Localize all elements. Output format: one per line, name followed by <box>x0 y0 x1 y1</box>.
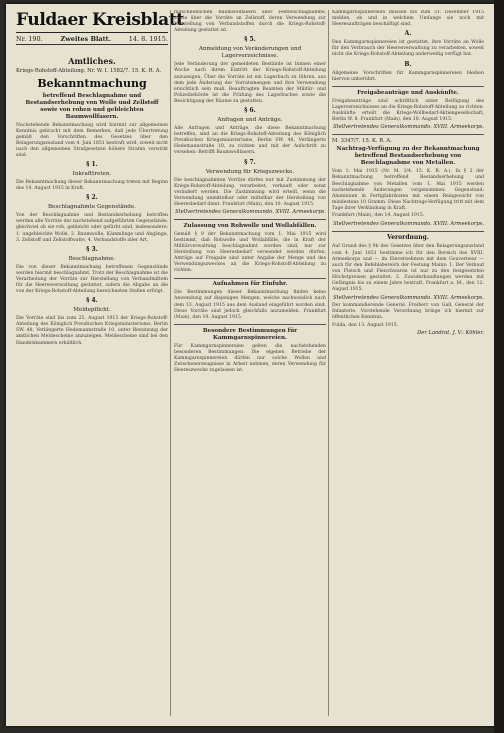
notice-heading: Aufnahmen für Einfuhr. <box>212 281 288 288</box>
paragraph-number: § 6. <box>244 107 256 115</box>
column-1 <box>16 54 168 716</box>
paragraph-number: § 2. <box>86 194 98 202</box>
notice-heading: Besondere Bestimmungen für Kammgarnspinnereien. <box>202 327 298 341</box>
paragraph: Der kommandierende General. Freiherr von Gall, General der Infanterie. Vorstehende Verordnung bringe ich hiermit zur öffentlichen Kenntnis. <box>332 302 484 320</box>
list-marker: B. <box>404 60 412 68</box>
issue-date: 14. 8. 1915. <box>128 35 168 43</box>
divider <box>174 219 326 220</box>
column-rule-2 <box>328 10 329 716</box>
paragraph-heading: Meldepflicht. <box>73 307 111 314</box>
paragraph: Freigabeanträge sind schriftlich unter Beifügung des Lagerverzeichnisses an die Kriegs-Rohstoff-Abteilung zu richten. Auskünfte erteilt die Kriegs-Wollbedarf-Aktiengesellschaft, Berlin W. 8. Frankfurt (Main), den 10. August 1915. <box>332 98 484 122</box>
date-line: Fulda, den 13. August 1915. <box>332 322 399 328</box>
paragraph-number: § 1. <box>86 161 98 169</box>
paragraph-number: § 3. <box>86 245 98 253</box>
date-line: Frankfurt (Main), den 14. August 1915. <box>332 213 425 219</box>
paragraph: Nachstehende Bekanntmachung wird hiermit zur allgemeinen Kenntnis gebracht mit dem Bemerken, daß jede Übertretung gemäß den Vorschriften des Gesetzes über den Belagerungszustand vom 4. Juni 1851 bestraft wird, soweit nicht nach den allgemeinen Strafgesetzen höhere Strafen verwirkt sind. <box>16 122 168 158</box>
paragraph-heading: Inkrafttreten. <box>72 171 112 178</box>
masthead-block <box>16 10 184 45</box>
masthead-title: Fuldaer Kreisblatt <box>16 10 168 33</box>
paragraph: Auf Grund des § 9b des Gesetzes über den Belagerungszustand vom 4. Juni 1851 bestimme ich für den Bereich des XVIII. Armeekorps und — im Einvernehmen mit dem Gouverneur — auch für den Befehlsbereich der Festung Mainz: 1. Der Verkauf von Fleisch und Fleischwaren ist nur zu den festgesetzten Höchstpreisen gestattet. 2. Zuwiderhandlungen werden mit Gefängnis bis zu einem Jahre bestraft. Frankfurt a. M., den 12. August 1915. <box>332 244 484 293</box>
notice-heading: Zulassung von Rohwolle und Wollabfällen. <box>183 222 317 229</box>
reference-line: M. 3347/7. 15. K. R. A. <box>332 137 392 144</box>
paragraph: Die Bestimmungen dieser Bekanntmachung finden keine Anwendung auf diejenigen Mengen, welche nachweislich nach dem 13. August 1915 aus dem Ausland eingeführt worden sind. Diese Vorräte sind jedoch gleichfalls anzumelden. Frankfurt (Main), den 10. August 1915. <box>174 290 326 320</box>
paragraph: Von der Beschlagnahme und Bestandserhebung betroffen werden alle Vorräte der nachstehend aufgeführten Gegenstände, gleichviel ob sie roh, gebleicht oder gefärbt sind, insbesondere: 1. ungebleichte Wolle, 2. Baumwolle, Kämmlinge und Abgänge, 3. Zellstoff und Zellstoffwatte, 4. Verbandstoffe aller Art. <box>16 213 168 243</box>
paragraph: Kammgarnspinnereien müssen bis zum 31. Dezember 1915 melden, ob und in welchem Umfange sie noch mit Heeresaufträgen beschäftigt sind. <box>332 10 484 28</box>
signature: Der Landrat. J. V.: Köhler. <box>417 330 484 337</box>
issue-sheet: Zweites Blatt. <box>60 35 111 43</box>
paragraph: Alle Anfragen und Anträge, die diese Bekanntmachung betreffen, sind an die Kriegs-Rohstoff-Abteilung des Königlich Preußischen Kriegsministeriums, Berlin SW. 48, Verlängerte Hedemannstraße 10, zu richten und mit der Aufschrift zu versehen: Betrifft Baumwollfasern. <box>174 126 326 156</box>
notice-subtitle: betreffend Beschlagnahme und Bestandserhebung von Wolle und Zellstoff sowie von rohen und gebleichten Baumwollfasern. <box>25 92 159 120</box>
divider <box>332 86 484 87</box>
binding-edge <box>494 0 504 733</box>
paragraph: Für Kammgarnspinnereien gelten die nachstehenden besonderen Bestimmungen: Die eigenen Betriebe der Kammgarnspinnereien dürfen nur solche Wollen und Zwischenerzeugnisse in Arbeit nehmen, deren Verwendung für Heereszwecke zugelassen ist. <box>174 343 326 373</box>
paragraph: Die beschlagnahmten Vorräte dürfen nur mit Zustimmung der Kriegs-Rohstoff-Abteilung verarbeitet, verkauft oder sonst veräußert werden. Die Zustimmung wird erteilt, wenn die Verwendung unmittelbar oder mittelbar der Herstellung von Heeresbedarf dient. Frankfurt (Main), den 10. August 1915. <box>174 177 326 207</box>
section-heading: Amtliches. <box>68 56 116 66</box>
signature: Stellvertretendes Generalkommando. XVIII. Armeekorps. <box>175 209 326 216</box>
issue-number: Nr. 190. <box>16 35 43 43</box>
divider <box>174 324 326 325</box>
paragraph-heading: Anmeldung von Veränderungen und Lagerverzeichnisse. <box>198 46 302 60</box>
paragraph-number: § 7. <box>244 158 256 166</box>
paragraph-heading: Beschlagnahmte Gegenstände. <box>48 204 136 211</box>
paragraph: Allgemeine Vorschriften für Kammgarnspinnereien bleiben hiervon unberührt. <box>332 70 484 82</box>
newspaper-page <box>6 4 494 726</box>
signature: Stellvertretendes Generalkommando. XVIII. Armeekorps. <box>333 124 484 131</box>
paragraph: Den Kammgarnspinnereien ist gestattet, ihre Vorräte an Wolle für den Verbrauch der Heeresverwaltung zu verarbeiten, soweit nicht die Kriegs-Rohstoff-Abteilung anderweitig verfügt hat. <box>332 40 484 58</box>
paragraph: Vom 1. Mai 1915 (Nr. M. 1/4. 15. K. R. A.). In § 2 der Bekanntmachung betreffend Bestandserhebung und Beschlagnahme von Metallen vom 1. Mai 1915 werden nachstehende Änderungen vorgenommen: Gegenstand: Aluminium in Fertigfabrikaten mit einem Reingewicht von mindestens 10 Gramm. Diese Nachtrags-Verfügung tritt mit dem Tage ihrer Verkündung in Kraft. <box>332 169 484 211</box>
notice-heading: Freigabeanträge und Auskünfte. <box>357 89 459 96</box>
divider <box>332 231 484 232</box>
signature: Stellvertretendes Generalkommando. XVIII. Armeekorps. <box>333 221 484 228</box>
column-rule-1 <box>170 10 171 716</box>
issue-line <box>16 33 168 45</box>
paragraph-number: § 4. <box>86 297 98 305</box>
notice-heading: Verordnung. <box>387 234 429 242</box>
reference-line: Kriegs-Rohstoff-Abteilung. Nr. W. I. 1582/7. 15. K. R. A. <box>16 68 162 74</box>
divider <box>332 134 484 135</box>
divider <box>174 278 326 279</box>
paragraph: mitschließlichen Baumwollfasern aller Festbeschlagnahme, sowie über die Vorräte an Zellstoff, deren Verwendung zur Herstellung von Verbandstoffen durch die Kriegs-Rohstoff-Abteilung gestattet ist. <box>174 10 326 34</box>
notice-title: Bekanntmachung <box>37 76 147 90</box>
signature: Stellvertretendes Generalkommando. XVIII. Armeekorps. <box>333 294 484 301</box>
paragraph-heading: Anfragen und Anträge. <box>217 117 283 124</box>
paragraph-heading: Verwendung für Kriegszwecke. <box>205 168 295 175</box>
column-2 <box>174 10 326 716</box>
notice-heading: Nachtrag-Verfügung zu der Bekanntmachung betreffend Bestandserhebung von Beschlagnahme von Metallen. <box>336 146 480 167</box>
paragraph-number: § 5. <box>244 36 256 44</box>
column-3 <box>332 10 484 716</box>
paragraph-heading: Beschlagnahme. <box>68 255 116 262</box>
list-marker: A. <box>404 30 412 38</box>
paragraph: Die Vorräte sind bis zum 25. August 1915 der Kriegs-Rohstoff-Abteilung des Königlich Preußischen Kriegsministeriums, Berlin SW. 48, Verlängerte Hedemannstraße 10, unter Benutzung der amtlichen Meldescheine anzuzeigen. Meldescheine sind bei den Handelskammern erhältlich. <box>16 316 168 346</box>
paragraph: Jede Veränderung der gemeldeten Bestände ist binnen einer Woche nach ihrem Eintritt der Kriegs-Rohstoff-Abteilung anzuzeigen. Über die Vorräte ist ein Lagerbuch zu führen, aus dem jede Änderung der Vorratsmengen und ihre Verwendung ersichtlich sein muß. Beauftragten Beamten der Militär- und Polizeibehörde ist die Prüfung des Lagerbuches sowie die Besichtigung der Räume zu gestatten. <box>174 62 326 104</box>
paragraph: Die Bekanntmachung dieser Bekanntmachung treten mit Beginn des 14. August 1915 in Kraft. <box>16 180 168 192</box>
paragraph: Gemäß § 9 der Bekanntmachung vom 1. Mai 1915 wird bestimmt, daß Rohwolle und Wollabfälle, die in Kraft der Militärverwaltung beschlagnahmt worden sind, nur zur Herstellung von Heeresbedarf verwendet werden dürfen. Anträge auf Freigabe sind unter Angabe der Menge und des Verwendungszweckes an die Kriegs-Rohstoff-Abteilung zu richten. <box>174 231 326 274</box>
paragraph: Die von dieser Bekanntmachung betroffenen Gegenstände werden hiermit beschlagnahmt. Trotz der Beschlagnahme ist die Verarbeitung der Vorräte zur Herstellung von Verbandmitteln für die Heeresverwaltung gestattet, sofern die Abgabe an die von der Kriegs-Rohstoff-Abteilung bezeichneten Stellen erfolgt. <box>16 264 168 295</box>
